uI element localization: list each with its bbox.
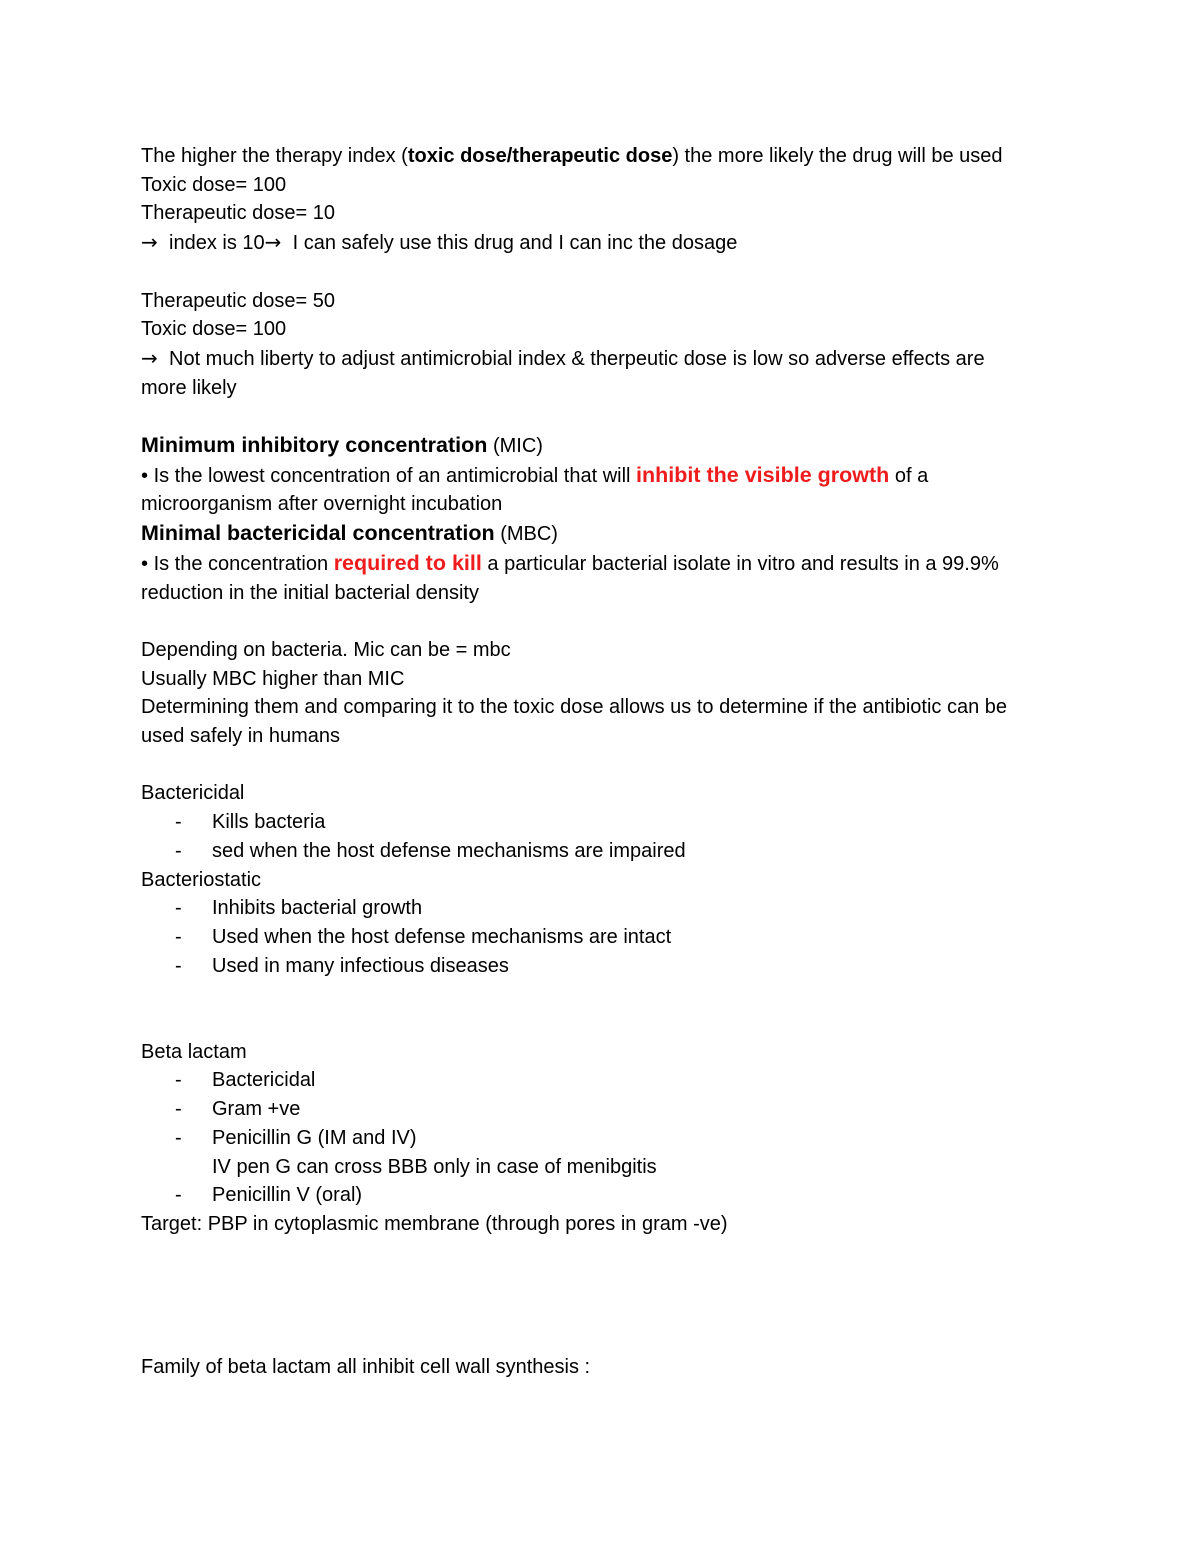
mic-highlight: inhibit the visible growth [636, 462, 890, 487]
mbc-definition: • Is the concentration required to kill a particular bacterial isolate in vitro and results in a 99.9% reduction in the initial bacterial density [141, 550, 999, 604]
dash-bullet: - [175, 839, 182, 862]
list-item: - Gram +ve [141, 1095, 1071, 1124]
document-page [141, 142, 1071, 1382]
mbc-heading-line: Minimal bactericidal concentration (MBC) [141, 521, 558, 546]
list-item: - Bactericidal [141, 1066, 1071, 1095]
bullet-icon: • [141, 464, 149, 487]
arrow-right-icon: → [141, 345, 158, 370]
dash-bullet: - [175, 954, 182, 977]
dash-bullet: - [175, 897, 182, 920]
list-item: - Penicillin V (oral) [141, 1181, 1071, 1210]
example1-conclusion: → index is 10→ I can safely use this drug and I can inc the dosage [141, 228, 1071, 258]
list-item-continuation: IV pen G can cross BBB only in case of menibgitis [212, 1155, 657, 1178]
dash-bullet: - [175, 811, 182, 834]
dash-bullet: - [175, 925, 182, 948]
mbc-highlight: required to kill [333, 550, 482, 575]
arrow-right-icon: → [264, 230, 282, 255]
list-item: - Used in many infectious diseases [141, 952, 1071, 981]
beta-lactam-title: Beta lactam [141, 1040, 247, 1063]
mic-heading-line: Minimum inhibitory concentration (MIC) [141, 433, 543, 457]
mic-definition: • Is the lowest concentration of an antimicrobial that will inhibit the visible growth of a microorganism after overnight incubation [141, 462, 929, 516]
list-item: - Penicillin G (IM and IV) [141, 1124, 1071, 1153]
list-item: - sed when the host defense mechanisms are impaired [141, 837, 1071, 866]
dash-bullet: - [175, 1184, 182, 1207]
bacteriostatic-title: Bacteriostatic [141, 868, 262, 891]
bullet-icon: • [141, 552, 149, 575]
example2-conclusion: → Not much liberty to adjust antimicrobial index & therpeutic dose is low so adverse effects are more likely [141, 345, 985, 399]
list-item: - Used when the host defense mechanisms are intact [141, 923, 1071, 952]
example1-toxic-dose: Toxic dose= 100 [141, 173, 287, 196]
therapy-index-formula: toxic dose/therapeutic dose [407, 145, 673, 167]
mic-heading: Minimum inhibitory concentration [141, 433, 488, 457]
therapy-index-intro: The higher the therapy index (toxic dose/therapeutic dose) the more likely the drug will be used [141, 145, 1003, 167]
dash-bullet: - [175, 1069, 182, 1092]
family-line: Family of beta lactam all inhibit cell wall synthesis : [141, 1356, 591, 1379]
comparison-line-1: Depending on bacteria. Mic can be = mbc [141, 638, 511, 661]
dash-bullet: - [175, 1098, 182, 1121]
example1-therapeutic-dose: Therapeutic dose= 10 [141, 202, 336, 225]
bactericidal-title: Bactericidal [141, 782, 245, 805]
list-item: - Inhibits bacterial growth [141, 894, 1071, 923]
arrow-right-icon: → [141, 230, 158, 255]
example2-therapeutic-dose: Therapeutic dose= 50 [141, 289, 336, 312]
comparison-line-3: Determining them and comparing it to the toxic dose allows us to determine if the antibiotic can be used safely in humans [141, 696, 1008, 748]
comparison-line-2: Usually MBC higher than MIC [141, 667, 405, 690]
list-item: - Kills bacteria [141, 808, 1071, 837]
mbc-heading: Minimal bactericidal concentration [141, 521, 495, 546]
beta-lactam-target: Target: PBP in cytoplasmic membrane (through pores in gram -ve) [141, 1212, 728, 1235]
example2-toxic-dose: Toxic dose= 100 [141, 318, 287, 341]
dash-bullet: - [175, 1126, 182, 1149]
